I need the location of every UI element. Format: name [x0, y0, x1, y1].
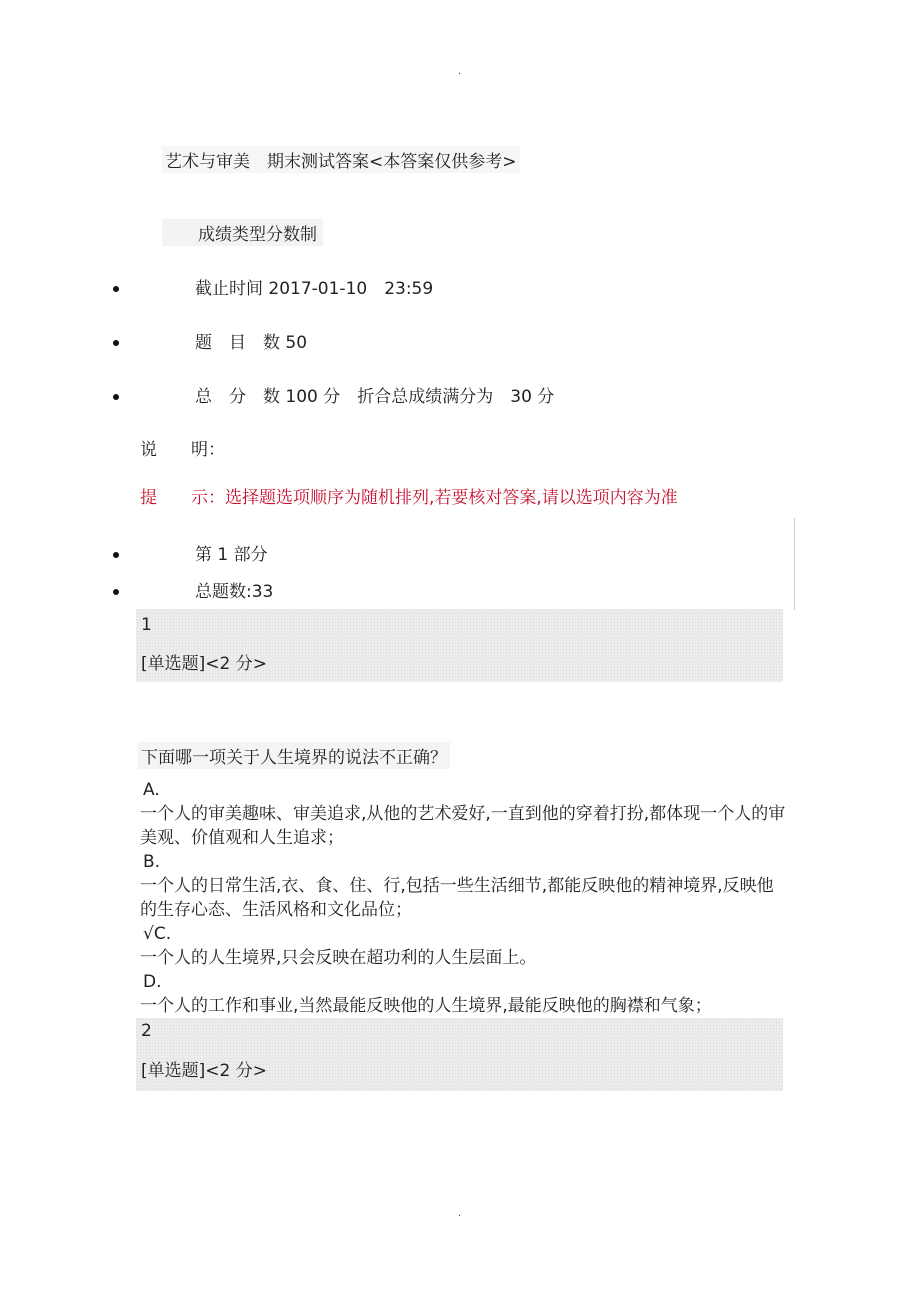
question-header [136, 609, 783, 682]
deadline-value: 2017-01-10 23:59 [268, 279, 434, 299]
bullet-icon [113, 340, 119, 346]
option-d-label: D. [143, 972, 162, 992]
section-total: 总题数:33 [195, 582, 274, 602]
total-score-value: 100 分 折合总成绩满分为 30 分 [285, 387, 555, 407]
question-type: [单选题]<2 分> [141, 654, 267, 674]
question-count-value: 50 [285, 333, 308, 353]
total-score-item [195, 382, 554, 407]
bullet-icon [113, 589, 119, 595]
question-number: 1 [141, 615, 152, 635]
page-title: 艺术与审美 期末测试答案<本答案仅供参考> [162, 146, 520, 173]
deadline-label: 截止时间 [195, 279, 263, 299]
hint-text: 提 示：选择题选项顺序为随机排列,若要核对答案,请以选项内容为准 [140, 488, 678, 508]
option-b-label: B. [143, 852, 161, 872]
bullet-icon [113, 394, 119, 400]
option-c-text: 一个人的人生境界,只会反映在超功利的人生层面上。 [140, 948, 537, 968]
bullet-icon [113, 286, 119, 292]
option-a-label: A. [143, 780, 160, 800]
option-b-text: 一个人的日常生活,衣、食、住、行,包括一些生活细节,都能反映他的精神境界,反映他的生存心态、生活风格和文化品位； [140, 876, 774, 920]
bullet-icon [113, 552, 119, 558]
option-c-label: √C. [143, 924, 172, 944]
explain-label: 说 明： [140, 440, 225, 460]
question-header [136, 1018, 783, 1091]
page-mark-bottom: . [458, 1208, 462, 1219]
divider [794, 518, 795, 610]
deadline-item [195, 274, 433, 299]
question-text: 下面哪一项关于人生境界的说法不正确？ [138, 742, 450, 769]
question-number: 2 [141, 1021, 152, 1041]
option-d-text: 一个人的工作和事业,当然最能反映他的人生境界,最能反映他的胸襟和气象； [140, 996, 712, 1016]
question-count-item [195, 328, 307, 353]
total-score-label: 总 分 数 [195, 387, 280, 407]
option-a-text: 一个人的审美趣味、审美追求,从他的艺术爱好,一直到他的穿着打扮,都体现一个人的审美观、价值观和人生追求； [140, 804, 786, 848]
section-part: 第 1 部分 [195, 545, 268, 565]
question-type: [单选题]<2 分> [141, 1061, 267, 1081]
question-count-label: 题 目 数 [195, 333, 280, 353]
page-mark-top: . [458, 66, 462, 77]
grade-type: 成绩类型分数制 [162, 219, 323, 246]
